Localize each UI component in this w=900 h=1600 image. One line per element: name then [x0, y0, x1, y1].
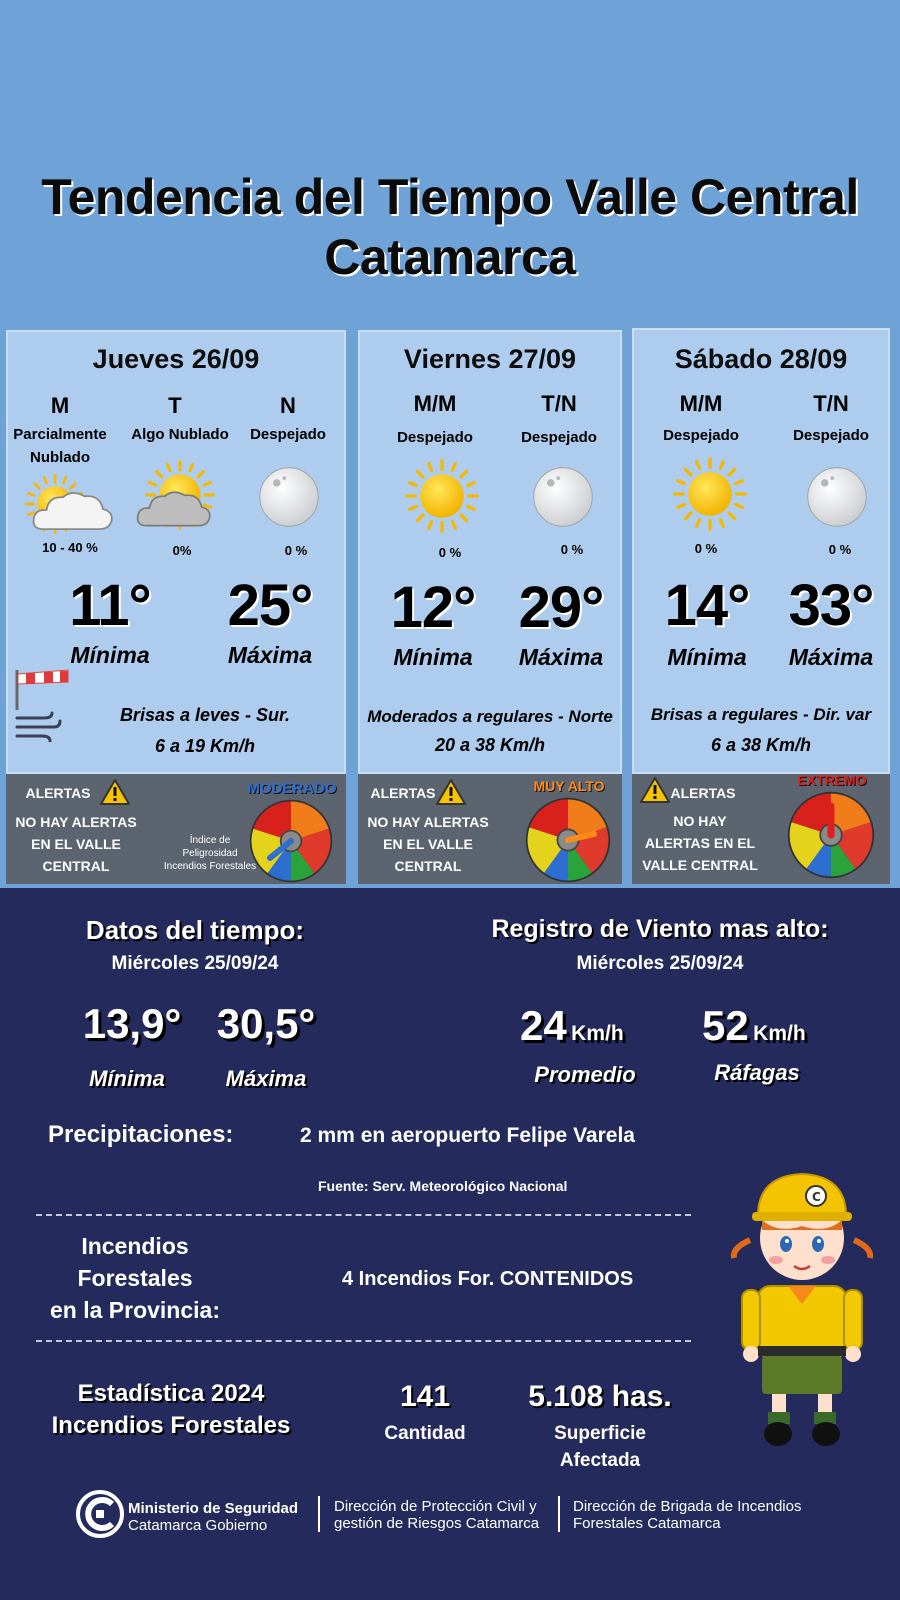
- min-label: Mínima: [667, 644, 747, 670]
- alert-text: VALLE CENTRAL: [642, 857, 758, 873]
- gauge-level-label: EXTREMO: [797, 772, 867, 788]
- fire-danger-gauge-icon: [524, 796, 612, 884]
- max-temp: 25°: [227, 573, 313, 638]
- precip-percent: 0 %: [560, 542, 584, 557]
- condition-text: Nublado: [30, 449, 90, 466]
- wind-description: Brisas a regulares - Dir. var: [650, 705, 872, 724]
- period-label: M/M: [413, 391, 457, 416]
- wind-icon: [14, 710, 62, 742]
- max-temp: 33°: [788, 573, 874, 638]
- wind-speed: 20 a 38 Km/h: [434, 735, 546, 755]
- precip-percent: 0 %: [828, 542, 852, 557]
- min-temp: 14°: [664, 573, 750, 638]
- max-label: Máxima: [518, 644, 604, 670]
- fire-danger-gauge-icon: [786, 790, 876, 880]
- alert-title: ALERTAS: [25, 785, 91, 801]
- day-title: Jueves 26/09: [92, 344, 260, 374]
- footer-separator: [318, 1496, 320, 1532]
- alert-text: EN EL VALLE: [383, 836, 473, 852]
- wind-gust-unit: Km/h: [753, 1022, 806, 1045]
- condition-text: Despejado: [663, 427, 739, 444]
- condition-text: Parcialmente: [13, 426, 107, 443]
- wind-average-value: 24: [520, 1002, 567, 1049]
- period-label: N: [280, 393, 296, 418]
- min-label: Mínima: [393, 644, 473, 670]
- alert-text: EN EL VALLE: [31, 836, 121, 852]
- fire-brigade-dept-l2: Forestales Catamarca: [573, 1515, 721, 1532]
- fire-count-label: Cantidad: [384, 1423, 466, 1444]
- condition-text: Despejado: [397, 429, 473, 446]
- footer-separator: [558, 1496, 560, 1532]
- observed-max-temp: 30,5°: [216, 1000, 316, 1047]
- wind-average-label: Promedio: [534, 1062, 636, 1087]
- page-title-location: Catamarca: [324, 229, 576, 285]
- alert-text: CENTRAL: [42, 858, 110, 874]
- condition-text: Despejado: [250, 426, 326, 443]
- condition-text: Algo Nublado: [131, 426, 229, 443]
- fire-danger-gauge-icon: [248, 798, 334, 884]
- condition-text: Despejado: [521, 429, 597, 446]
- period-label: T/N: [541, 391, 577, 416]
- page-title: Tendencia del Tiempo Valle Central: [41, 169, 859, 225]
- cloud-icon: [32, 485, 114, 535]
- wind-gust-label: Ráfagas: [714, 1060, 800, 1085]
- ministry-name: Ministerio de Seguridad: [128, 1500, 299, 1517]
- windsock-icon: [12, 668, 72, 712]
- wind-record-title: Registro de Viento mas alto:: [491, 915, 829, 943]
- alert-title: ALERTAS: [370, 785, 436, 801]
- precip-percent: 0 %: [694, 541, 718, 556]
- alert-text: CENTRAL: [394, 858, 462, 874]
- wind-gust: [702, 1002, 806, 1050]
- fire-brigade-dept: Dirección de Brigada de Incendios: [573, 1498, 802, 1515]
- precip-value: 2 mm en aeropuerto Felipe Varela: [300, 1124, 635, 1147]
- civil-protection-dept-l2: gestión de Riesgos Catamarca: [334, 1515, 540, 1532]
- affected-area: 5.108 has.: [528, 1380, 672, 1413]
- gauge-level-label: MUY ALTO: [533, 778, 605, 794]
- fire-index-label: Índice de Peligrosidad Incendios Forestales: [163, 835, 257, 872]
- wind-description: Moderados a regulares - Norte: [367, 707, 613, 726]
- alert-text: ALERTAS EN EL: [644, 835, 756, 851]
- gray-cloud-icon: [128, 487, 220, 529]
- precip-percent: 0%: [172, 543, 192, 558]
- observed-max-label: Máxima: [225, 1066, 307, 1091]
- precip-percent: 0 %: [438, 545, 462, 560]
- fires-label: Incendios Forestales en la Provincia:: [49, 1233, 220, 1323]
- alert-text: NO HAY ALERTAS: [367, 814, 489, 830]
- divider: [36, 1214, 691, 1216]
- fires-value: 4 Incendios For. CONTENIDOS: [342, 1268, 634, 1290]
- fire-count: 141: [399, 1380, 451, 1413]
- moon-icon: [804, 464, 870, 530]
- max-temp: 29°: [518, 575, 604, 640]
- weather-data-date: Miércoles 25/09/24: [111, 953, 279, 974]
- ministry-subtitle: Catamarca Gobierno: [128, 1517, 268, 1534]
- civil-protection-dept: Dirección de Protección Civil y: [334, 1498, 537, 1515]
- moon-icon: [530, 464, 596, 530]
- day-title: Viernes 27/09: [403, 344, 577, 374]
- wind-description: Brisas a leves - Sur.: [119, 705, 291, 725]
- period-label: M: [50, 393, 70, 418]
- weather-data-title: Datos del tiempo:: [85, 915, 305, 945]
- wind-speed: 6 a 38 Km/h: [710, 735, 812, 755]
- period-label: M/M: [679, 391, 723, 416]
- wind-average: [520, 1002, 624, 1050]
- firefighter-mascot-icon: [728, 1168, 876, 1450]
- precip-percent: 0 %: [284, 543, 308, 558]
- svg-text:C: C: [812, 1190, 821, 1204]
- warning-icon: [640, 776, 670, 804]
- warning-icon: [436, 778, 466, 806]
- alert-title: ALERTAS: [670, 785, 736, 801]
- moon-icon: [256, 464, 322, 530]
- precip-percent: 10 - 40 %: [42, 540, 98, 555]
- period-label: T/N: [813, 391, 849, 416]
- precip-label: Precipitaciones:: [48, 1121, 234, 1148]
- period-label: T: [168, 393, 182, 418]
- gauge-level-label: MODERADO: [247, 780, 337, 797]
- divider: [36, 1340, 691, 1342]
- stats-label: Estadística 2024 Incendios Forestales: [51, 1380, 291, 1439]
- day-title: Sábado 28/09: [674, 344, 848, 374]
- sun-icon: [404, 458, 480, 534]
- wind-speed: 6 a 19 Km/h: [154, 736, 256, 756]
- sun-icon: [672, 456, 748, 532]
- government-logo-icon: [76, 1490, 124, 1538]
- observed-min-temp: 13,9°: [82, 1000, 182, 1047]
- wind-average-unit: Km/h: [571, 1022, 624, 1045]
- min-temp: 11°: [69, 573, 151, 638]
- alert-text: NO HAY ALERTAS: [15, 814, 137, 830]
- condition-text: Despejado: [793, 427, 869, 444]
- warning-icon: [100, 778, 130, 806]
- wind-record-date: Miércoles 25/09/24: [576, 953, 744, 974]
- observed-min-label: Mínima: [89, 1066, 165, 1091]
- min-temp: 12°: [390, 575, 476, 640]
- data-source: Fuente: Serv. Meteorológico Nacional: [318, 1178, 568, 1194]
- max-label: Máxima: [227, 642, 313, 668]
- wind-gust-value: 52: [702, 1002, 749, 1049]
- alert-text: NO HAY: [673, 813, 727, 829]
- max-label: Máxima: [788, 644, 874, 670]
- min-label: Mínima: [70, 642, 150, 668]
- affected-area-label: Superficie Afectada: [554, 1423, 646, 1471]
